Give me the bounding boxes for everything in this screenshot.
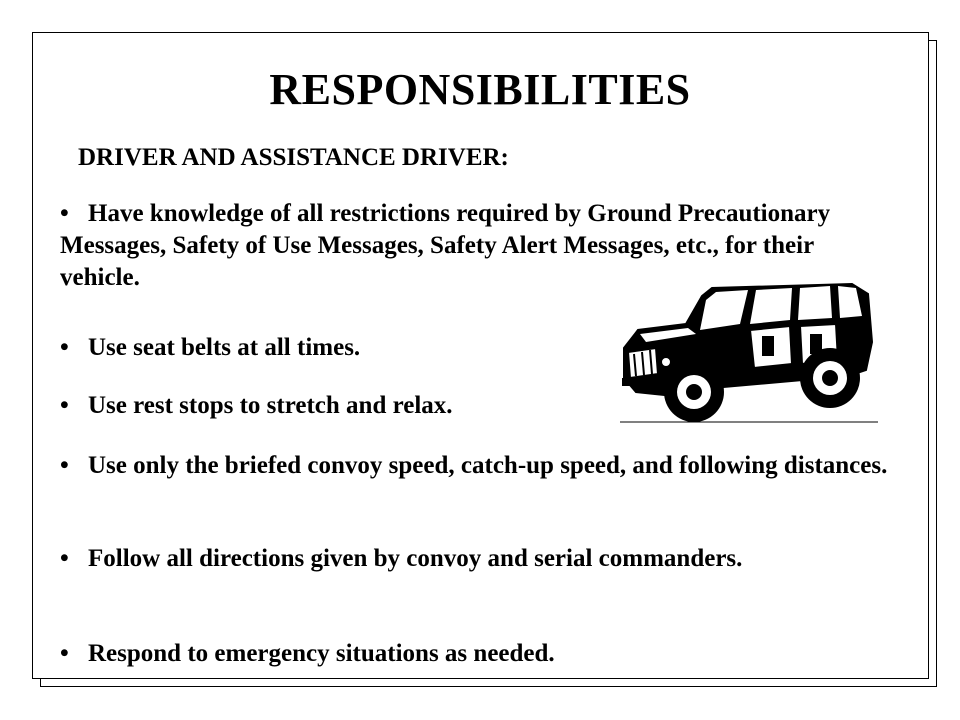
bullet-text: Use seat belts at all times. <box>88 334 361 361</box>
bullet-glyph: • <box>60 545 69 572</box>
bullet-glyph: • <box>60 392 69 419</box>
military-vehicle-icon <box>616 278 880 424</box>
military-vehicle-drawing <box>616 278 880 424</box>
bullet-glyph: • <box>60 334 69 361</box>
bullet-item-follow-directions <box>60 543 760 575</box>
bullet-item-rest-stops <box>60 390 600 422</box>
bullet-item-seat-belts <box>60 332 600 364</box>
bullet-item-emergency <box>60 638 890 670</box>
slide-subtitle: DRIVER AND ASSISTANCE DRIVER: <box>78 144 509 171</box>
bullet-text: Use rest stops to stretch and relax. <box>88 392 453 419</box>
bullet-text: Have knowledge of all restrictions required by Ground Precautionary Messages, Safety of Use Messages, Safety Alert Messages, etc., for their vehicle. <box>60 200 831 291</box>
slide-title: RESPONSIBILITIES <box>269 65 691 114</box>
bullet-text: Follow all directions given by convoy and serial commanders. <box>88 545 743 572</box>
bullet-text: Respond to emergency situations as needed. <box>88 640 555 667</box>
bullet-glyph: • <box>60 640 69 667</box>
bullet-text: Use only the briefed convoy speed, catch-up speed, and following distances. <box>88 452 888 479</box>
bullet-glyph: • <box>60 452 69 479</box>
bullet-glyph: • <box>60 200 69 227</box>
bullet-item-convoy-speed <box>60 450 890 482</box>
